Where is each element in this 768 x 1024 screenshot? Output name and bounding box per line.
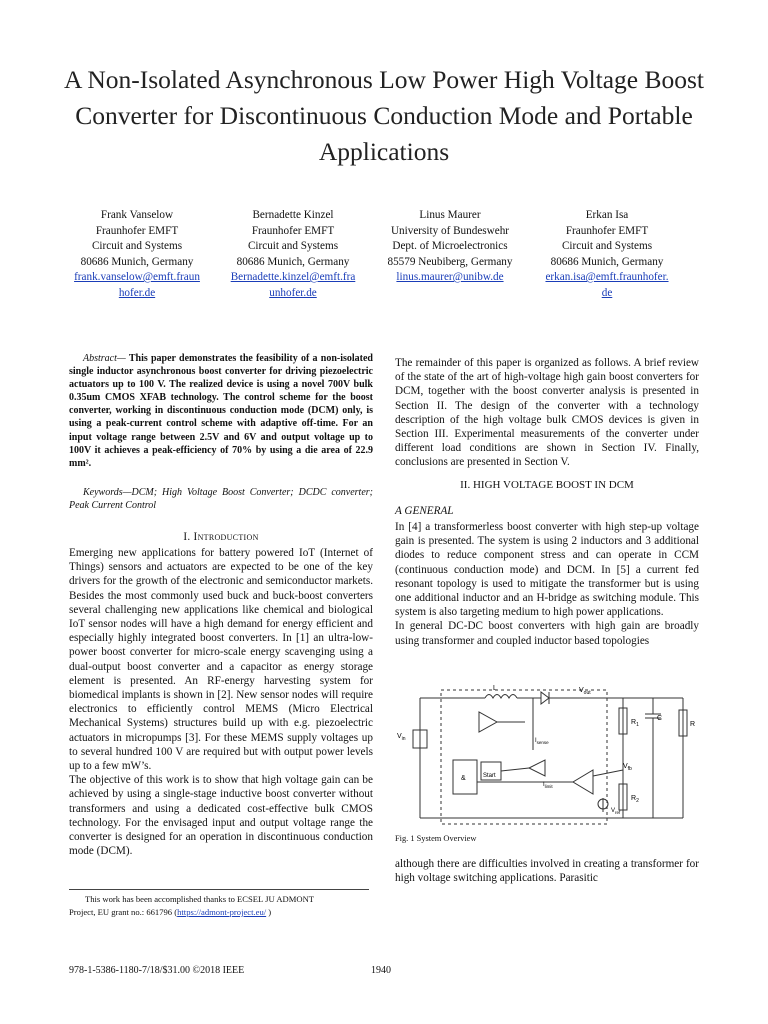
capacitor-label: C <box>657 715 663 722</box>
author-city: 85579 Neubiberg, Germany <box>387 255 513 268</box>
intro-body <box>69 546 373 858</box>
author-city: 80686 Munich, Germany <box>236 255 350 268</box>
author-org: Fraunhofer EMFT <box>95 224 179 237</box>
page-number: 1940 <box>371 965 391 976</box>
paragraph: The remainder of this paper is organized as follows. A brief review of the state of the art of high-voltage high gain boost converters for DCM, together with the boost converter analysis is presented in Section II. The design of the converter with a technology description of the high voltage bulk CMOS devices is given in Section III. Experimental measurements of the converter under different load conditions are shown in Section IV. Finally, conclusions are presented in Section V. <box>395 357 699 469</box>
footnote-line: Project, EU grant no.: 661796 (https://admont-project.eu/ ) <box>69 906 272 917</box>
author-org: Fraunhofer EMFT <box>251 224 335 237</box>
subsection-heading: A GENERAL <box>395 505 454 517</box>
author-name: Bernadette Kinzel <box>252 209 334 221</box>
paragraph: although there are difficulties involved in creating a transformer for high voltage switching applications. Parasitic <box>395 858 699 885</box>
circuit-diagram <box>395 680 699 828</box>
author-2 <box>218 208 368 301</box>
author-email[interactable]: Bernadette.kinzel@emft.fra unhofer.de <box>230 271 356 299</box>
abstract <box>69 352 373 470</box>
author-city: 80686 Munich, Germany <box>550 255 664 268</box>
control-logic-label: & <box>461 775 466 782</box>
r1-label: $R_1$ <box>631 719 639 728</box>
load-resistor-label: R <box>690 721 696 728</box>
author-dept: Dept. of Microelectronics <box>392 240 508 252</box>
vfb-label: $V_{fb}$ <box>623 763 632 772</box>
paragraph: Emerging new applications for battery powered IoT (Internet of Things) sensors and actuators are expected to be one of the key drivers for the growth of the electronic and semiconductor markets. Besides the most commonly used buck and buck-boost converters several challenging new applications like chemical and biological IoT sensor nodes will have a high demand for energy efficient and especially highly integrated boost converters. In [1] an ultra-low-power boost converter for micro-scale energy scavenging using a dual-output boost converter and a capacitor as energy storage element is presented. An RF-energy harvesting system for biomedical implants is shown in [2]. New sensor nodes will require electronics to efficiently control MEMS (Micro Electrical Mechanical Systems) structures build up with e.g. piezoelectric actuators in micropumps [3]. For these MEMS supply voltages up to several hundred 100 V are required but with output power levels up to a few mW’s. <box>69 547 373 773</box>
author-name: Linus Maurer <box>419 209 481 221</box>
author-email[interactable]: erkan.isa@emft.fraunhofer. de <box>545 271 669 299</box>
footnote-divider <box>69 889 369 890</box>
start-block-label: Start <box>483 773 496 779</box>
footnote-link[interactable]: https://admont-project.eu/ <box>177 906 267 917</box>
author-org: University of Bundeswehr <box>390 224 510 237</box>
figure-caption: Fig. 1 System Overview <box>395 834 477 843</box>
inductor-label: L <box>493 685 497 692</box>
paragraph: The objective of this work is to show that high voltage gain can be achieved by using a single-stage inductive boost converter without transformers and using a dedicated cost-effective bulk CMOS technology. For the envisaged input and output voltage range the converter is designed for an operation in discontinuous conduction mode (DCM). <box>69 774 373 858</box>
author-email[interactable]: frank.vanselow@emft.fraun hofer.de <box>74 271 200 299</box>
vin-label: $V_{in}$ <box>397 733 406 742</box>
footnote <box>69 893 373 918</box>
author-email[interactable]: linus.maurer@unibw.de <box>396 271 504 283</box>
author-dept: Circuit and Systems <box>561 240 653 252</box>
abstract-text: This paper demonstrates the feasibility of a non-isolated single inductor asynchronous boost converter for driving piezoelectric actuators up to 100 V. The realized device is using a novel 700V bulk 0.35um CMOS XFAB technology. The control scheme for the boost converter, working in discontinuous conduction mode (DCM) only, is using a peak-current control scheme with adaptive off-time. For an input voltage range between 2.5V and 6V and output voltage up to 100V it achieves a peak-efficiency of 70% by using a die area of 22.9 mm². <box>69 353 373 469</box>
author-3 <box>375 208 525 286</box>
paragraph: In [4] a transformerless boost converter with high step-up voltage gain is presented. The system is using 2 inductors and 3 additional diodes to reduce component stress and can operate in CCM (continuous conduction mode) and DCM. In [5] a current fed resonant topology is used to mitigate the transformer but is using one additional inductor and an H-bridge as switching module. This system is also targeting medium to high power applications. <box>395 521 699 619</box>
paper-title: A Non-Isolated Asynchronous Low Power High Voltage Boost Converter for Discontinuous Conduction Mode and Portable Applications <box>63 65 705 166</box>
isbn-line: 978-1-5386-1180-7/18/$31.00 ©2018 IEEE <box>69 965 245 976</box>
author-name: Frank Vanselow <box>100 209 174 221</box>
r2-label: $R_2$ <box>631 795 639 804</box>
vref-label: $V_{ref}$ <box>611 808 621 815</box>
ilimit-label: $I_{limit}$ <box>543 782 553 789</box>
section-heading: II. HIGH VOLTAGE BOOST IN DCM <box>460 479 634 491</box>
author-4 <box>532 208 682 301</box>
author-city: 80686 Munich, Germany <box>80 255 194 268</box>
author-dept: Circuit and Systems <box>247 240 339 252</box>
isense-label: $I_{sense}$ <box>535 738 549 745</box>
abstract-label: Abstract— <box>83 353 126 364</box>
paragraph: In general DC-DC boost converters with high gain are broadly using transformer and coupled inductor based topologies <box>395 620 699 647</box>
author-name: Erkan Isa <box>585 209 629 221</box>
author-org: Fraunhofer EMFT <box>565 224 649 237</box>
vout-label: $V_{out}$ <box>579 687 591 696</box>
footnote-line: This work has been accomplished thanks to ECSEL JU ADMONT <box>85 894 315 904</box>
intro-heading: I. Introduction <box>183 531 259 543</box>
keywords: Keywords—DCM; High Voltage Boost Converter; DCDC converter; Peak Current Control <box>69 487 373 512</box>
author-dept: Circuit and Systems <box>91 240 183 252</box>
author-1 <box>62 208 212 301</box>
system-overview-figure <box>395 680 699 828</box>
general-body <box>395 520 699 648</box>
